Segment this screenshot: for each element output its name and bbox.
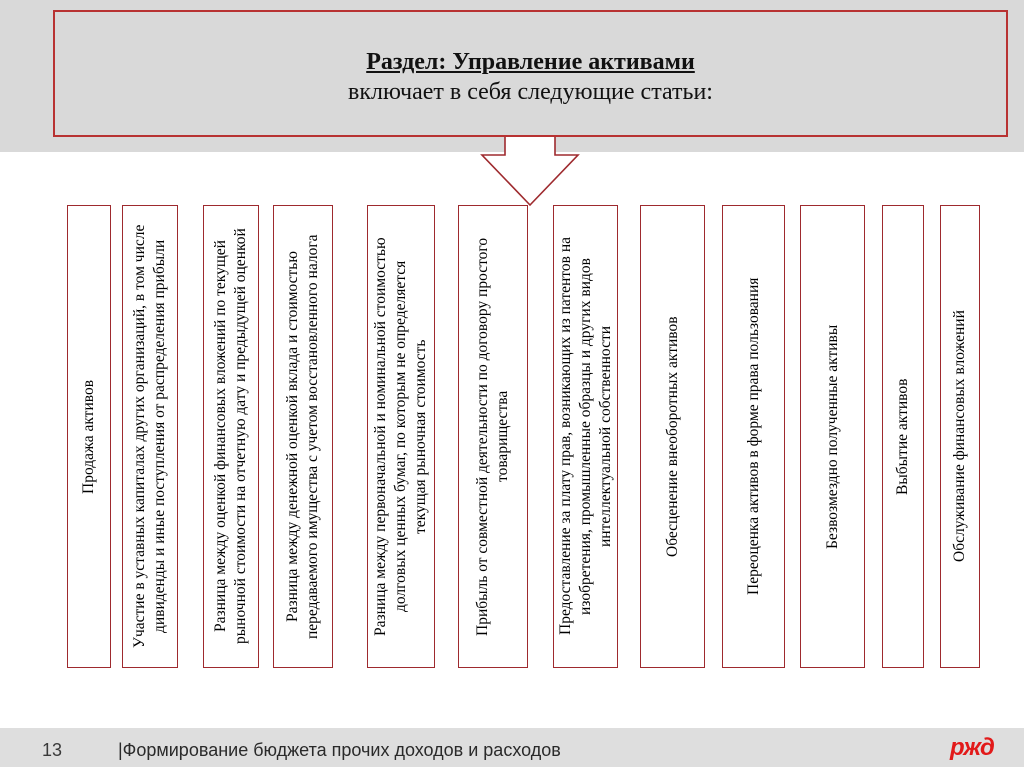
article-label: Разница между оценкой финансовых вложений по текущей рыночной стоимости на отчетную дату и предыдущей оценкой [212, 228, 249, 645]
article-label: Разница между денежной оценкой вклада и стоимостью передаваемого имущества с учетом восстановленного налога [284, 234, 321, 639]
article-box-fin-investment-servicing [940, 205, 980, 668]
footer-caption: |Формирование бюджета прочих доходов и расходов [118, 740, 561, 760]
page-number: 13 [42, 740, 63, 760]
article-label: Участие в уставных капиталах других организаций, в том числе дивиденды и иные поступления от распределения прибыли [131, 224, 168, 649]
article-label: Обесценение внеоборотных активов [663, 316, 681, 557]
article-label: Предоставление за плату прав, возникающих из патентов на изобретения, промышленные образцы и других видов интеллектуальной собственности [556, 237, 614, 636]
article-label: Безвозмездно полученные активы [823, 324, 841, 549]
article-label: Прибыль от совместной деятельности по договору простого товарищества [474, 237, 511, 636]
down-arrow-icon [478, 137, 582, 209]
article-box-right-of-use-revaluation [722, 205, 785, 668]
article-box-debt-securities-difference [367, 205, 435, 668]
article-box-asset-disposal [882, 205, 924, 668]
section-subtitle: включает в себя следующие статьи: [348, 79, 713, 105]
article-box-gratuitous-assets [800, 205, 865, 668]
article-box-asset-sales [67, 205, 111, 668]
rzd-logo: ржд [950, 734, 994, 761]
article-box-joint-activity-profit [458, 205, 528, 668]
down-arrow-shape [482, 137, 578, 205]
article-label: Выбытие активов [894, 378, 911, 495]
article-label: Обслуживание финансовых вложений [951, 310, 968, 563]
article-label: Переоценка активов в форме права пользования [744, 277, 762, 596]
article-box-equity-participation [122, 205, 178, 668]
article-box-noncurrent-impairment [640, 205, 705, 668]
article-box-contribution-difference [273, 205, 333, 668]
article-label: Продажа активов [80, 379, 97, 494]
section-header-box [53, 10, 1008, 137]
article-box-ip-rights-fees [553, 205, 618, 668]
article-box-fin-investment-revaluation [203, 205, 259, 668]
section-title: Раздел: Управление активами [366, 49, 695, 75]
article-label: Разница между первоначальной и номинальной стоимостью долговых ценных бумаг, по которым не определяется текущая рыночная стоимость [372, 237, 429, 636]
